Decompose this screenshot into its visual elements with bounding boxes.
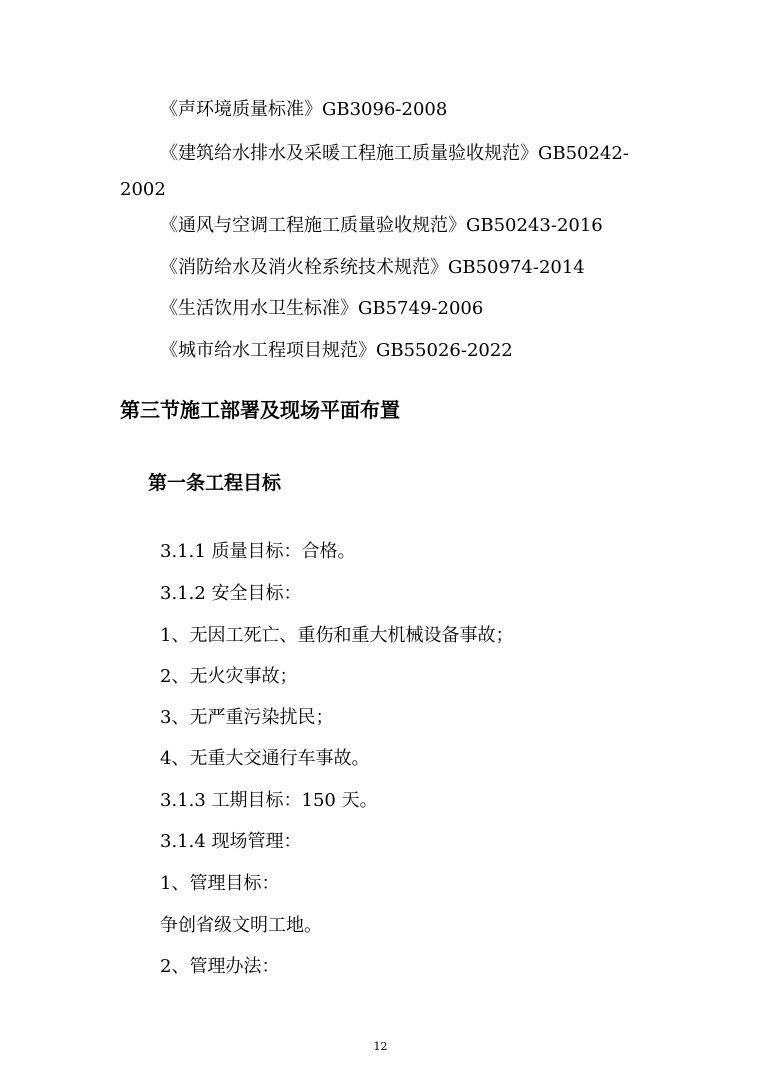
goal-item: 4、无重大交通行车事故。 [160, 748, 370, 769]
standard-line: 《城市给水工程项目规范》GB55026-2022 [160, 340, 513, 361]
goal-item: 3.1.3 工期目标：150 天。 [160, 790, 378, 811]
goal-item: 3.1.4 现场管理： [160, 831, 302, 852]
goal-item: 3、无严重污染扰民； [160, 707, 334, 728]
standard-line: 《声环境质量标准》GB3096-2008 [160, 99, 448, 120]
goal-item: 2、无火灾事故； [160, 666, 298, 687]
article-title: 第一条工程目标 [148, 472, 282, 494]
goal-item: 1、管理目标： [160, 873, 280, 894]
goal-item: 1、无因工死亡、重伤和重大机械设备事故； [160, 625, 514, 646]
goal-item: 争创省级文明工地。 [160, 915, 322, 936]
standard-line-wrap: 2002 [120, 179, 166, 200]
goal-item: 3.1.2 安全目标： [160, 583, 302, 604]
standard-line: 《生活饮用水卫生标准》GB5749-2006 [160, 298, 484, 319]
page-number: 12 [373, 1040, 388, 1053]
standard-line: 《建筑给水排水及采暖工程施工质量验收规范》GB50242- [160, 143, 629, 164]
section-title: 第三节施工部署及现场平面布置 [120, 398, 400, 422]
standard-line: 《通风与空调工程施工质量验收规范》GB50243-2016 [160, 215, 603, 236]
goal-item: 3.1.1 质量目标：合格。 [160, 541, 356, 562]
goal-item: 2、管理办法： [160, 956, 280, 977]
standard-line: 《消防给水及消火栓系统技术规范》GB50974-2014 [160, 257, 585, 278]
